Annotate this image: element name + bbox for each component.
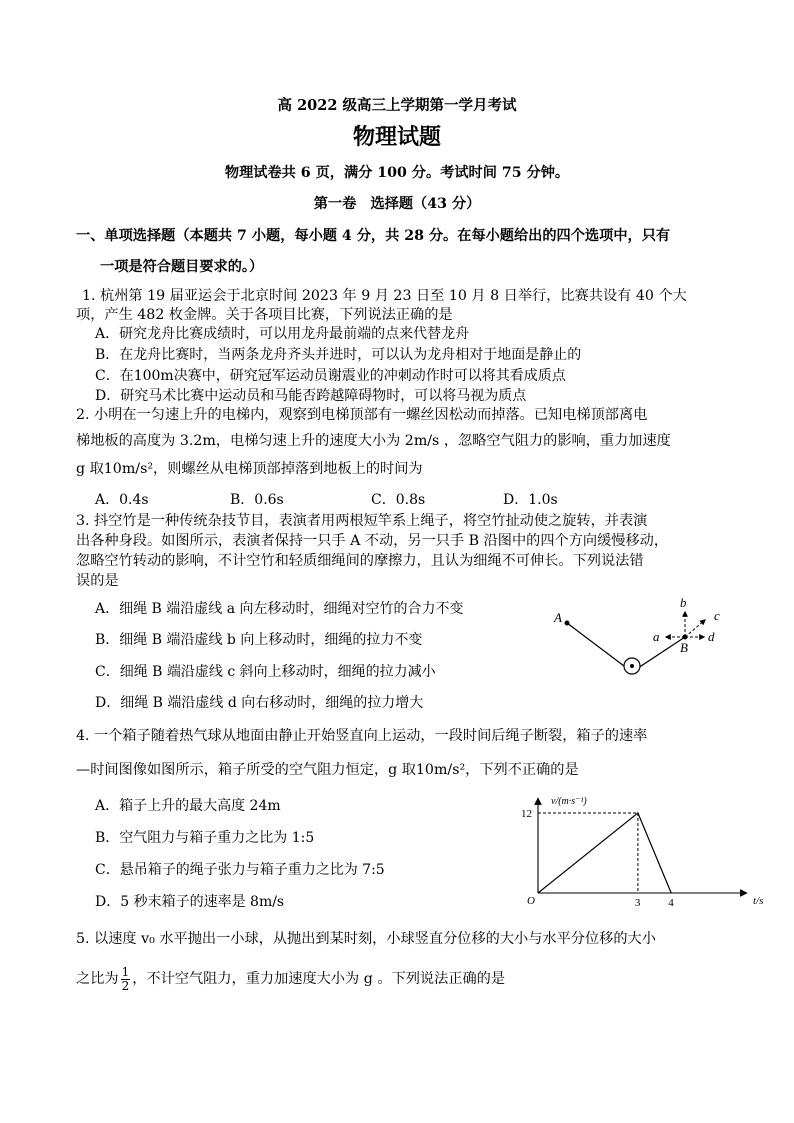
q3-option-a: A．细绳 B 端沿虚线 a 向左移动时，细绳对空竹的合力不变 <box>95 601 464 617</box>
origin-label: O <box>527 895 535 907</box>
q5-fraction-numerator: 1 <box>121 964 130 979</box>
q4-option-a: A．箱子上升的最大高度 24m <box>95 798 281 814</box>
subject-title: 物理试题 <box>352 124 441 150</box>
label-c: c <box>714 608 720 623</box>
q4-stem-line1: 4. 一个箱子随着热气球从地面由静止开始竖直向上运动，一段时间后绳子断裂，箱子的速率 <box>76 728 648 744</box>
dash-arrow-c <box>685 620 705 637</box>
q5-fraction <box>121 966 131 993</box>
label-B: B <box>680 640 688 655</box>
q3-stem-line2: 出各种身段。如图所示，表演者保持一只手 A 不动，另一只手 B 沿图中的四个方向缓慢移动， <box>76 533 669 549</box>
q1-stem-line1: 1. 杭州第 19 届亚运会于北京时间 2023 年 9 月 23 日至 10 月 8 日举行，比赛共设有 40 个大 <box>82 288 687 304</box>
exam-info: 物理试卷共 6 页，满分 100 分。考试时间 75 分钟。 <box>224 165 570 181</box>
section-heading-line1: 一、单项选择题（本题共 7 小题，每小题 4 分，共 28 分。在每小题给出的四个选项中，只有 <box>76 228 671 244</box>
q5-stem-line2 <box>76 964 505 994</box>
q4-option-d: D．5 秒末箱子的速率是 8m/s <box>95 894 285 910</box>
y-axis-label: v/(m·s⁻¹) <box>551 796 587 807</box>
velocity-time-chart <box>515 790 775 915</box>
q2-stem-line3: g 取10m/s²，则螺丝从电梯顶部掉落到地板上的时间为 <box>76 461 423 477</box>
label-b: b <box>680 595 687 610</box>
q1-option-c: C．在100m决赛中，研究冠军运动员谢震业的冲刺动作时可以将其看成质点 <box>95 368 566 384</box>
q3-stem-line4: 误的是 <box>76 573 119 589</box>
q3-stem-line1: 3. 抖空竹是一种传统杂技节目，表演者用两根短竿系上绳子，将空竹扯动使之旋转，并表演 <box>76 513 648 529</box>
q3-option-d: D．细绳 B 端沿虚线 d 向右移动时，细绳的拉力增大 <box>95 695 424 711</box>
rope-left <box>567 623 632 672</box>
x-axis-label: t/s <box>753 895 764 907</box>
q2-option-b: B．0.6s <box>230 492 284 508</box>
x-tick-label: 4 <box>668 897 674 909</box>
q4-option-b: B．空气阻力与箱子重力之比为 1:5 <box>95 830 315 846</box>
q3-option-b: B．细绳 B 端沿虚线 b 向上移动时，细绳的拉力不变 <box>95 632 423 648</box>
q2-option-c: C．0.8s <box>371 492 426 508</box>
exam-title: 高 2022 级高三上学期第一学月考试 <box>277 97 517 114</box>
q2-stem-line2: 梯地板的高度为 3.2m，电梯匀速上升的速度大小为 2m/s ，忽略空气阻力的影响，重力加速度 <box>76 433 671 449</box>
q1-stem-line2: 项，产生 482 枚金牌。关于各项目比赛，下列说法正确的是 <box>76 307 453 323</box>
q3-stem-line3: 忽略空竹转动的影响，不计空竹和轻质细绳间的摩擦力，且认为细绳不可伸长。下列说法错 <box>76 553 644 569</box>
section-heading-line2: 一项是符合题目要求的。） <box>100 259 264 275</box>
q1-option-a: A．研究龙舟比赛成绩时，可以用龙舟最前端的点来代替龙舟 <box>95 326 470 342</box>
q5-text-after: ，不计空气阻力，重力加速度大小为 g 。下列说法正确的是 <box>132 971 506 987</box>
q2-option-d: D．1.0s <box>503 492 558 508</box>
label-d: d <box>708 629 715 644</box>
diabolo-axle <box>630 664 634 668</box>
q3-option-c: C．细绳 B 端沿虚线 c 斜向上移动时，细绳的拉力减小 <box>95 664 436 680</box>
y-tick-label: 12 <box>521 807 532 820</box>
q5-text-before: 之比为 <box>76 971 119 987</box>
q2-option-a: A．0.4s <box>95 492 149 508</box>
hand-a-point <box>565 621 570 626</box>
x-tick-label: 3 <box>634 897 641 909</box>
q5-stem-line1: 5. 以速度 v₀ 水平抛出一小球，从抛出到某时刻，小球竖直分位移的大小与水平分位移的大小 <box>76 931 656 947</box>
q4-stem-line2: —时间图像如图所示，箱子所受的空气阻力恒定，g 取10m/s²，下列不正确的是 <box>76 762 579 778</box>
q5-fraction-denominator: 2 <box>121 978 130 993</box>
velocity-series-line <box>538 813 671 893</box>
label-A: A <box>554 610 562 625</box>
part-title: 第一卷 选择题（43 分） <box>313 196 481 212</box>
q4-option-c: C．悬吊箱子的绳子张力与箱子重力之比为 7:5 <box>95 862 385 878</box>
diabolo-figure <box>540 590 740 690</box>
label-a: a <box>653 629 660 644</box>
q1-option-d: D．研究马术比赛中运动员和马能否跨越障碍物时，可以将马视为质点 <box>95 388 527 404</box>
q2-stem-line1: 2. 小明在一匀速上升的电梯内，观察到电梯顶部有一螺丝因松动而掉落。已知电梯顶部离电 <box>76 407 648 423</box>
q1-option-b: B．在龙舟比赛时，当两条龙舟齐头并进时，可以认为龙舟相对于地面是静止的 <box>95 347 582 363</box>
